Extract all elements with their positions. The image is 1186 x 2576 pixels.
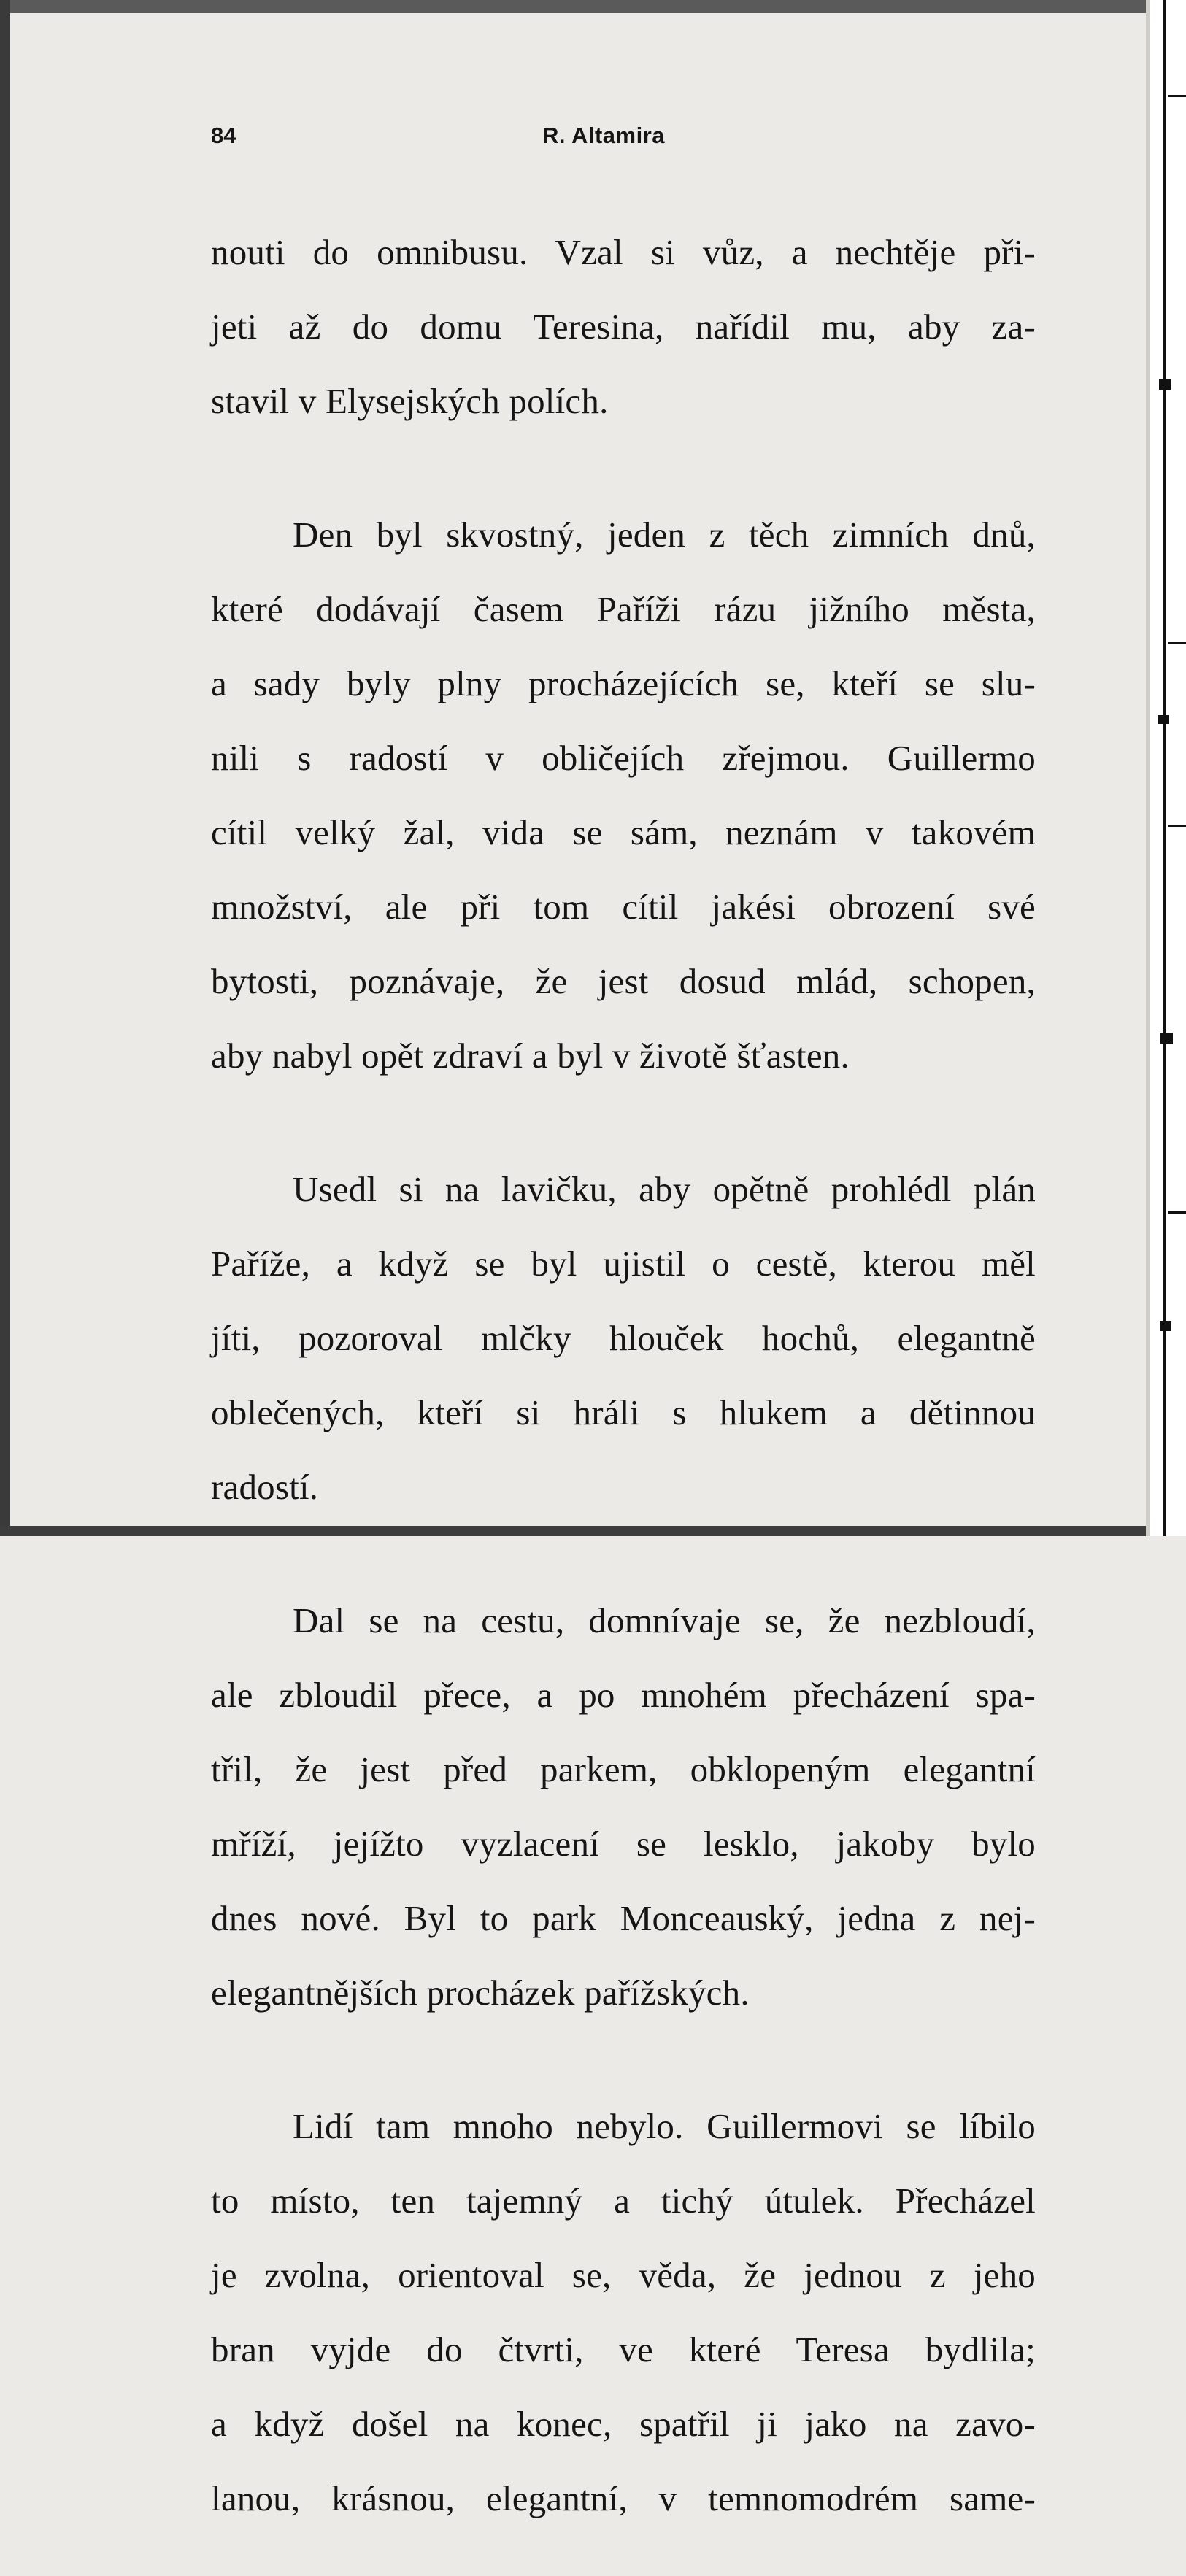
text-line: nouti do omnibusu. Vzal si vůz, a nechtěje při- [211, 232, 1036, 272]
text-line: to místo, ten tajemný a tichý útulek. Přecházel [211, 2180, 1036, 2221]
paragraph-5 [211, 2070, 1036, 2554]
text-line: jíti, pozoroval mlčky hlouček hochů, elegantně [211, 1318, 1036, 1358]
paragraph-4 [211, 1565, 1036, 2048]
text-line: je zvolna, orientoval se, věda, že jednou z jeho [211, 2255, 1036, 2295]
text-line: nili s radostí v obličejích zřejmou. Guillermo [211, 738, 1036, 778]
text-line: Paříže, a když se byl ujistil o cestě, kterou měl [211, 1243, 1036, 1284]
text-line: elegantnějších procházek pařížských. [211, 1973, 750, 2013]
text-line: a sady byly plny procházejících se, kteří se slu- [211, 663, 1036, 703]
paragraph-1 [211, 196, 1036, 457]
text-line: a když došel na konec, spatřil ji jako na zavo- [211, 2404, 1036, 2444]
text-line: mříží, jejížto vyzlacení se lesklo, jakoby bylo [211, 1824, 1036, 1864]
page-number: 84 [211, 123, 236, 148]
text-line: ale zbloudil přece, a po mnohém přecházení spa- [211, 1675, 1036, 1715]
text-line: cítil velký žal, vida se sám, neznám v takovém [211, 812, 1036, 852]
text-line: aby nabyl opět zdraví a byl v životě šťasten. [211, 1036, 850, 1076]
text-line: radostí. [211, 1467, 319, 1507]
text-line: Den byl skvostný, jeden z těch zimních dnů, [293, 514, 1036, 555]
text-line: Lidí tam mnoho nebylo. Guillermovi se líbilo [293, 2106, 1036, 2146]
text-line: oblečených, kteří si hráli s hlukem a dětinnou [211, 1392, 1036, 1432]
book-page [211, 123, 1036, 2576]
paragraph-2 [211, 479, 1036, 1111]
body-text [211, 196, 1036, 2554]
text-line: Usedl si na lavičku, aby opětně prohlédl plán [293, 1169, 1036, 1209]
text-line: bran vyjde do čtvrti, ve které Teresa bydlila; [211, 2329, 1036, 2369]
text-line: lanou, krásnou, elegantní, v temnomodrém same- [211, 2478, 1036, 2518]
text-line: třil, že jest před parkem, obklopeným elegantní [211, 1749, 1036, 1789]
running-head-author: R. Altamira [542, 123, 666, 148]
text-line: bytosti, poznávaje, že jest dosud mlád, schopen, [211, 961, 1036, 1001]
text-line: množství, ale při tom cítil jakési obrození své [211, 887, 1036, 927]
paragraph-3 [211, 1133, 1036, 1543]
text-line: jeti až do domu Teresina, nařídil mu, aby za- [211, 306, 1036, 347]
text-line: dnes nové. Byl to park Monceauský, jedna z nej- [211, 1898, 1036, 1938]
text-line: stavil v Elysejských polích. [211, 381, 609, 421]
text-line: které dodávají časem Paříži rázu jižního města, [211, 589, 1036, 629]
text-line: Dal se na cestu, domnívaje se, že nezbloudí, [293, 1600, 1036, 1640]
page-header [211, 123, 1036, 158]
